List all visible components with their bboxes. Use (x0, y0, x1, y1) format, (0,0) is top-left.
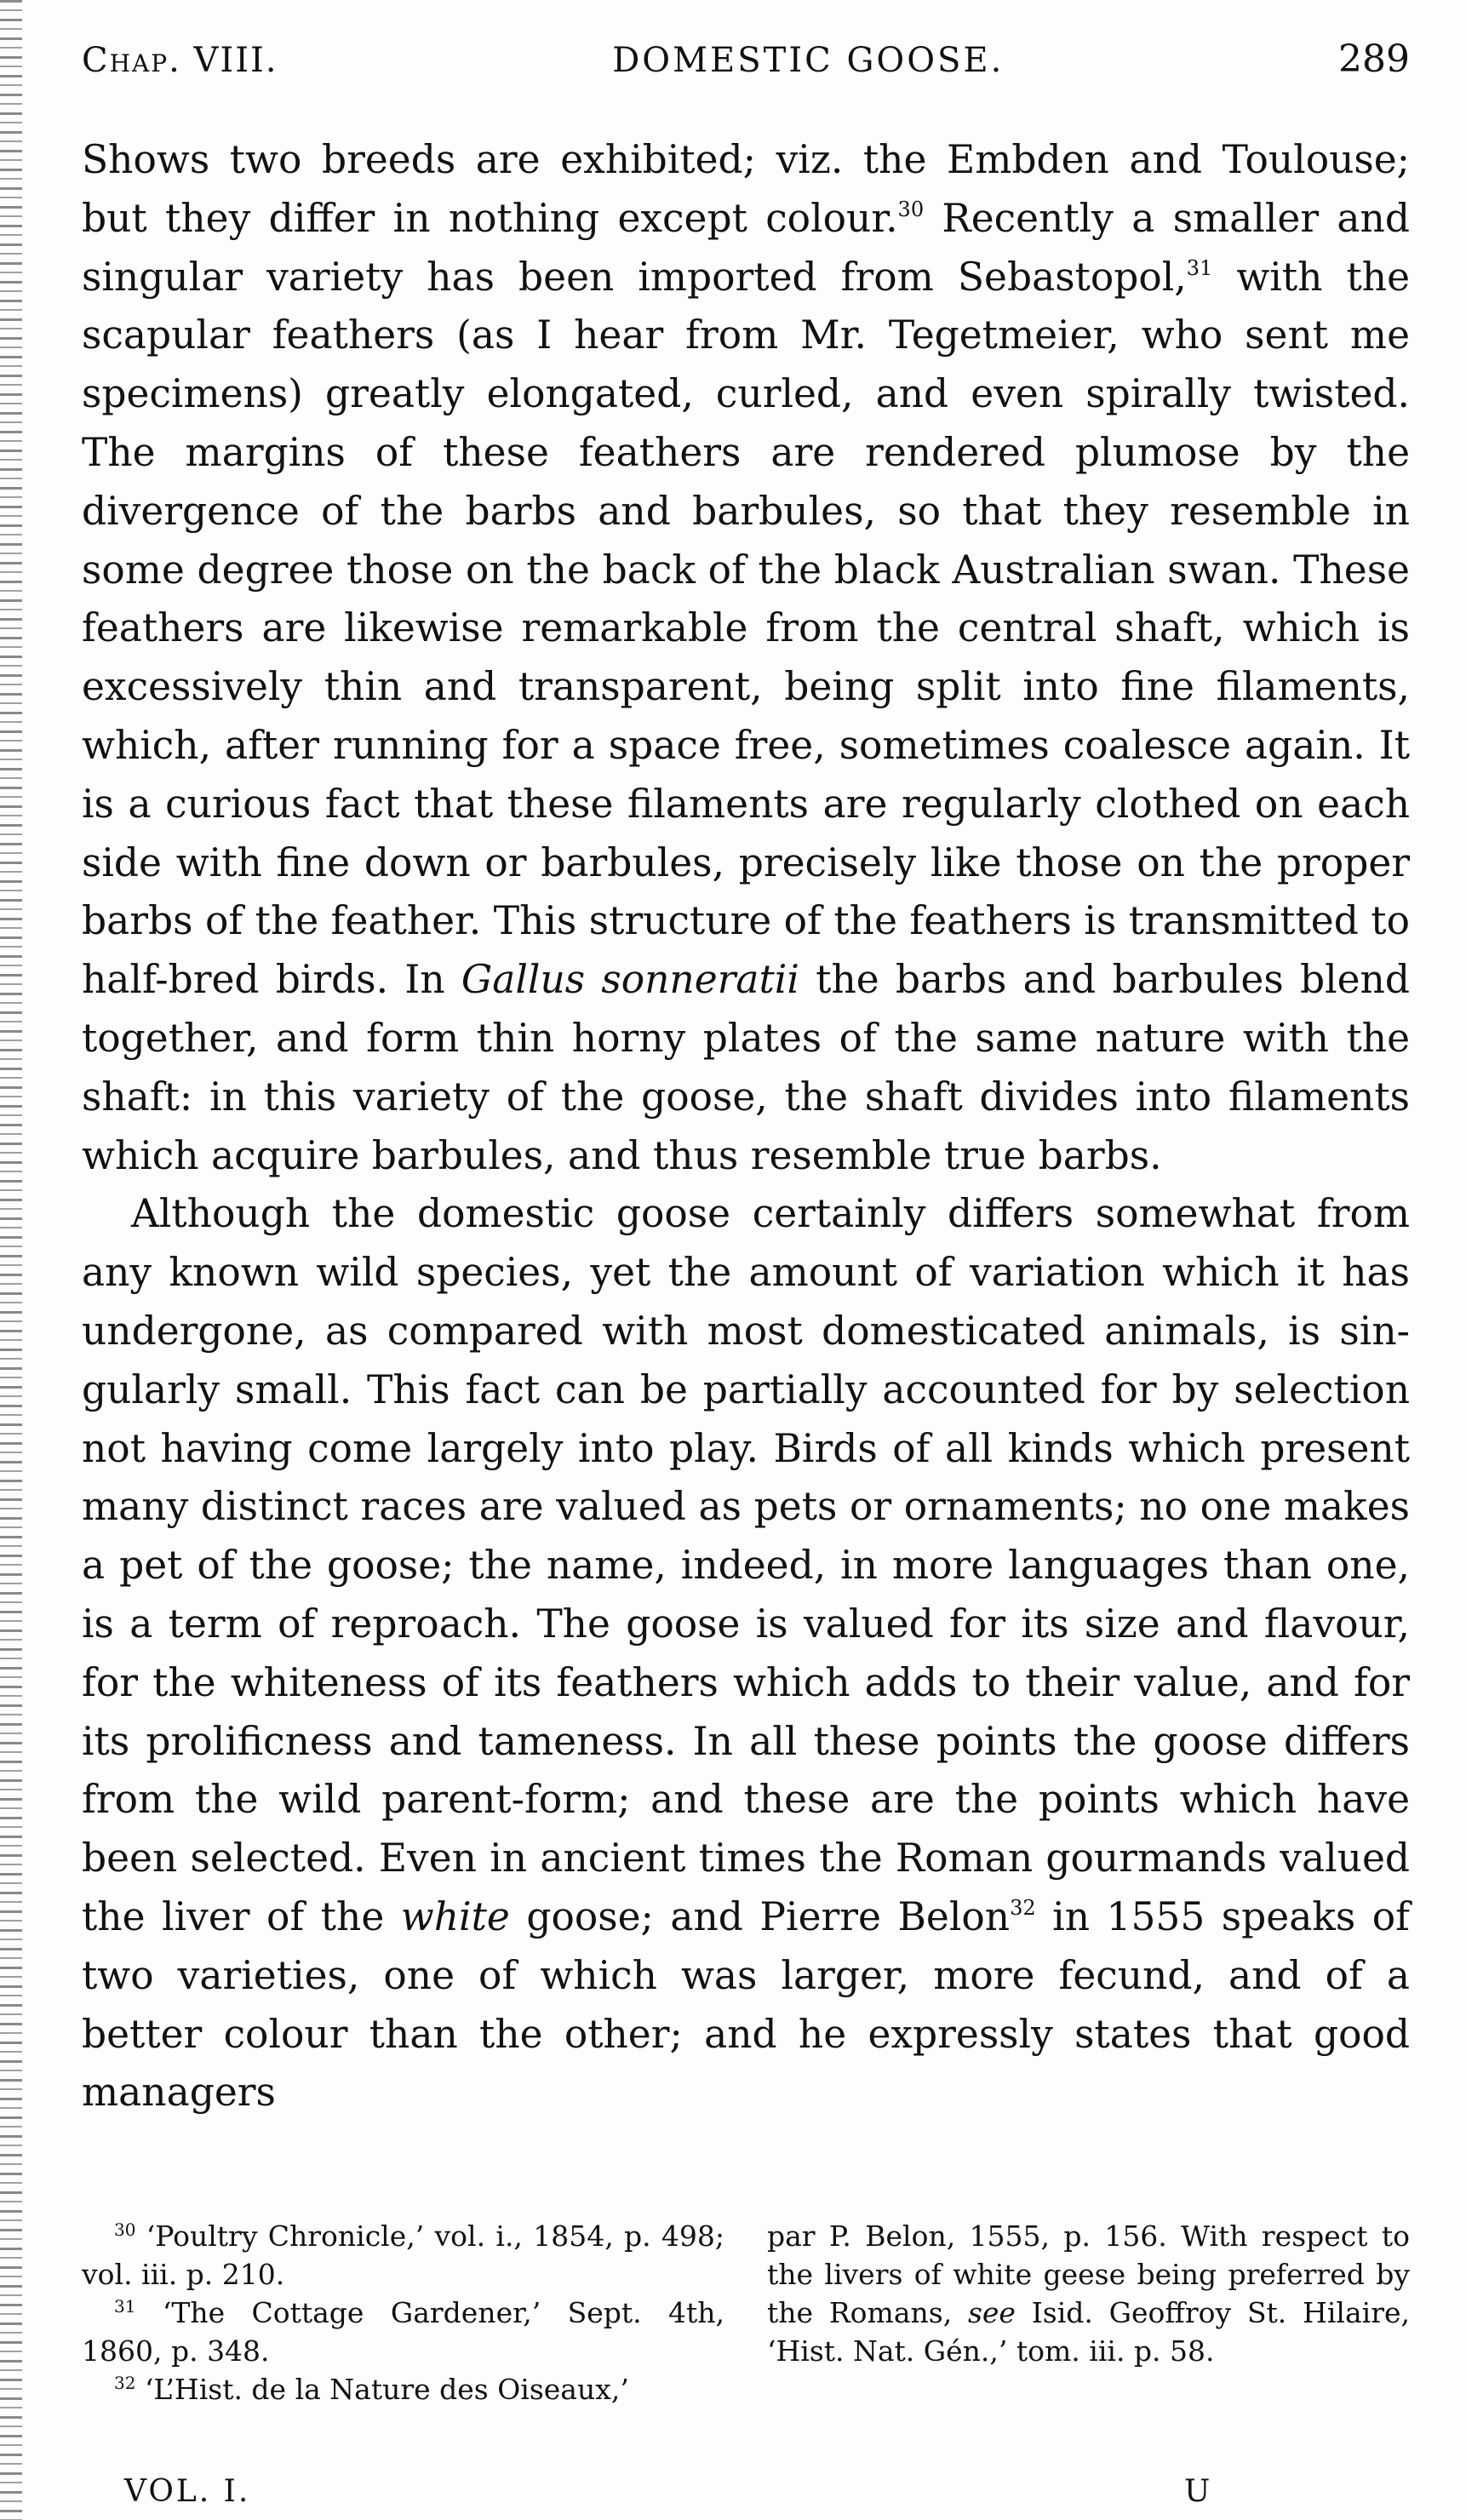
paragraph (82, 131, 1410, 1185)
text-run: with the scapular feathers (as I hear from Mr. Tegetmeier, who sent me specimens) greatly elongated, curled, and even spirally twisted. The margins of these feathers are rendered plumose by the divergence of the barbs and barbules, so that they resemble in some degree those on the back of the black Australian swan. These feathers are likewise remarkable from the central shaft, which is excessively thin and transparent, being split into fine filaments, which, after running for a space free, sometimes coalesce again. It is a curious fact that these filaments are regularly clothed on each side with fine down or barbules, precisely like those on the proper barbs of the feather. This structure of the feathers is transmitted to half-bred birds. In (82, 254, 1410, 1003)
footnote-number: 31 (114, 2296, 136, 2317)
paragraph (82, 1185, 1410, 2122)
page-title: DOMESTIC GOOSE. (612, 41, 1005, 80)
footnote (82, 2217, 724, 2294)
chapter-label: Chap. VIII. (82, 41, 278, 80)
page-number: 289 (1338, 37, 1410, 81)
page-edge-shadow (0, 0, 22, 2520)
text-run: Although the domestic goose certainly differs somewhat from any known wild species, yet the amount of variation which it has undergone, as compared with most domesticated animals, is singularly small. This fact can be partially accounted for by selection not having come largely into play. Birds of all kinds which present many distinct races are valued as pets or ornaments; no one makes a pet of the goose; the name, indeed, in more languages than one, is a term of reproach. The goose is valued for its size and flavour, for the whiteness of its feathers which adds to their value, and for its prolificness and tameness. In all these points the goose differs from the wild parent-form; and these are the points which have been selected. Even in ancient times the Roman gourmands valued the liver of the (82, 1191, 1410, 1939)
footnote-reference: 30 (897, 197, 925, 221)
italic-text: white (400, 1893, 510, 1939)
text-run: the barbs and barbules blend together, and form thin horny plates of the same nature with the shaft: in this variety of the goose, the shaft divides into filaments which acquire barbules, and thus resemble true barbs. (82, 957, 1410, 1178)
text-run: Isid. Geoffroy St. Hilaire, ‘Hist. Nat. Gén.,’ tom. iii. p. 58. (767, 2296, 1410, 2368)
footnote-text: ‘Poultry Chronicle,’ vol. i., 1854, p. 498; vol. iii. p. 210. (82, 2219, 724, 2291)
footnotes-left-column (82, 2217, 724, 2408)
footnote-text: ‘L’Hist. de la Nature des Oiseaux,’ (135, 2373, 629, 2406)
footnote (82, 2294, 724, 2370)
italic-text: see (967, 2296, 1016, 2329)
footnote-reference: 31 (1186, 255, 1213, 280)
signature-mark: U (1184, 2474, 1213, 2509)
italic-text: Gallus sonneratii (461, 957, 799, 1003)
book-page (82, 37, 1411, 2509)
text-run: goose; and Pierre Belon (509, 1893, 1011, 1939)
text-run: Recently a smaller and singular variety has been imported from Sebastopol, (82, 195, 1410, 300)
footnote-continuation (767, 2217, 1410, 2370)
text-run: Shows two breeds are exhibited; viz. the Embden and Toulouse; but they differ in nothing except colour. (82, 137, 1410, 241)
running-head (82, 37, 1410, 89)
text-run: par P. Belon, 1555, p. 156. With respect to the livers of white geese being preferred by the Romans, (767, 2219, 1410, 2329)
footnote-number: 32 (114, 2373, 136, 2393)
volume-label: VOL. I. (124, 2474, 251, 2509)
footnote-text: ‘The Cottage Gardener,’ Sept. 4th, 1860, p. 348. (82, 2296, 724, 2368)
footnote (82, 2370, 724, 2408)
footnote-number: 30 (114, 2219, 136, 2240)
body-text (82, 131, 1410, 2122)
text-run: in 1555 speaks of two varieties, one of which was larger, more fecund, and of a better colour than the other; and he expressly states that good managers (82, 1893, 1411, 2116)
footnotes (82, 2217, 1410, 2408)
footnotes-right-column (767, 2217, 1410, 2408)
footnote-reference: 32 (1010, 1895, 1036, 1920)
